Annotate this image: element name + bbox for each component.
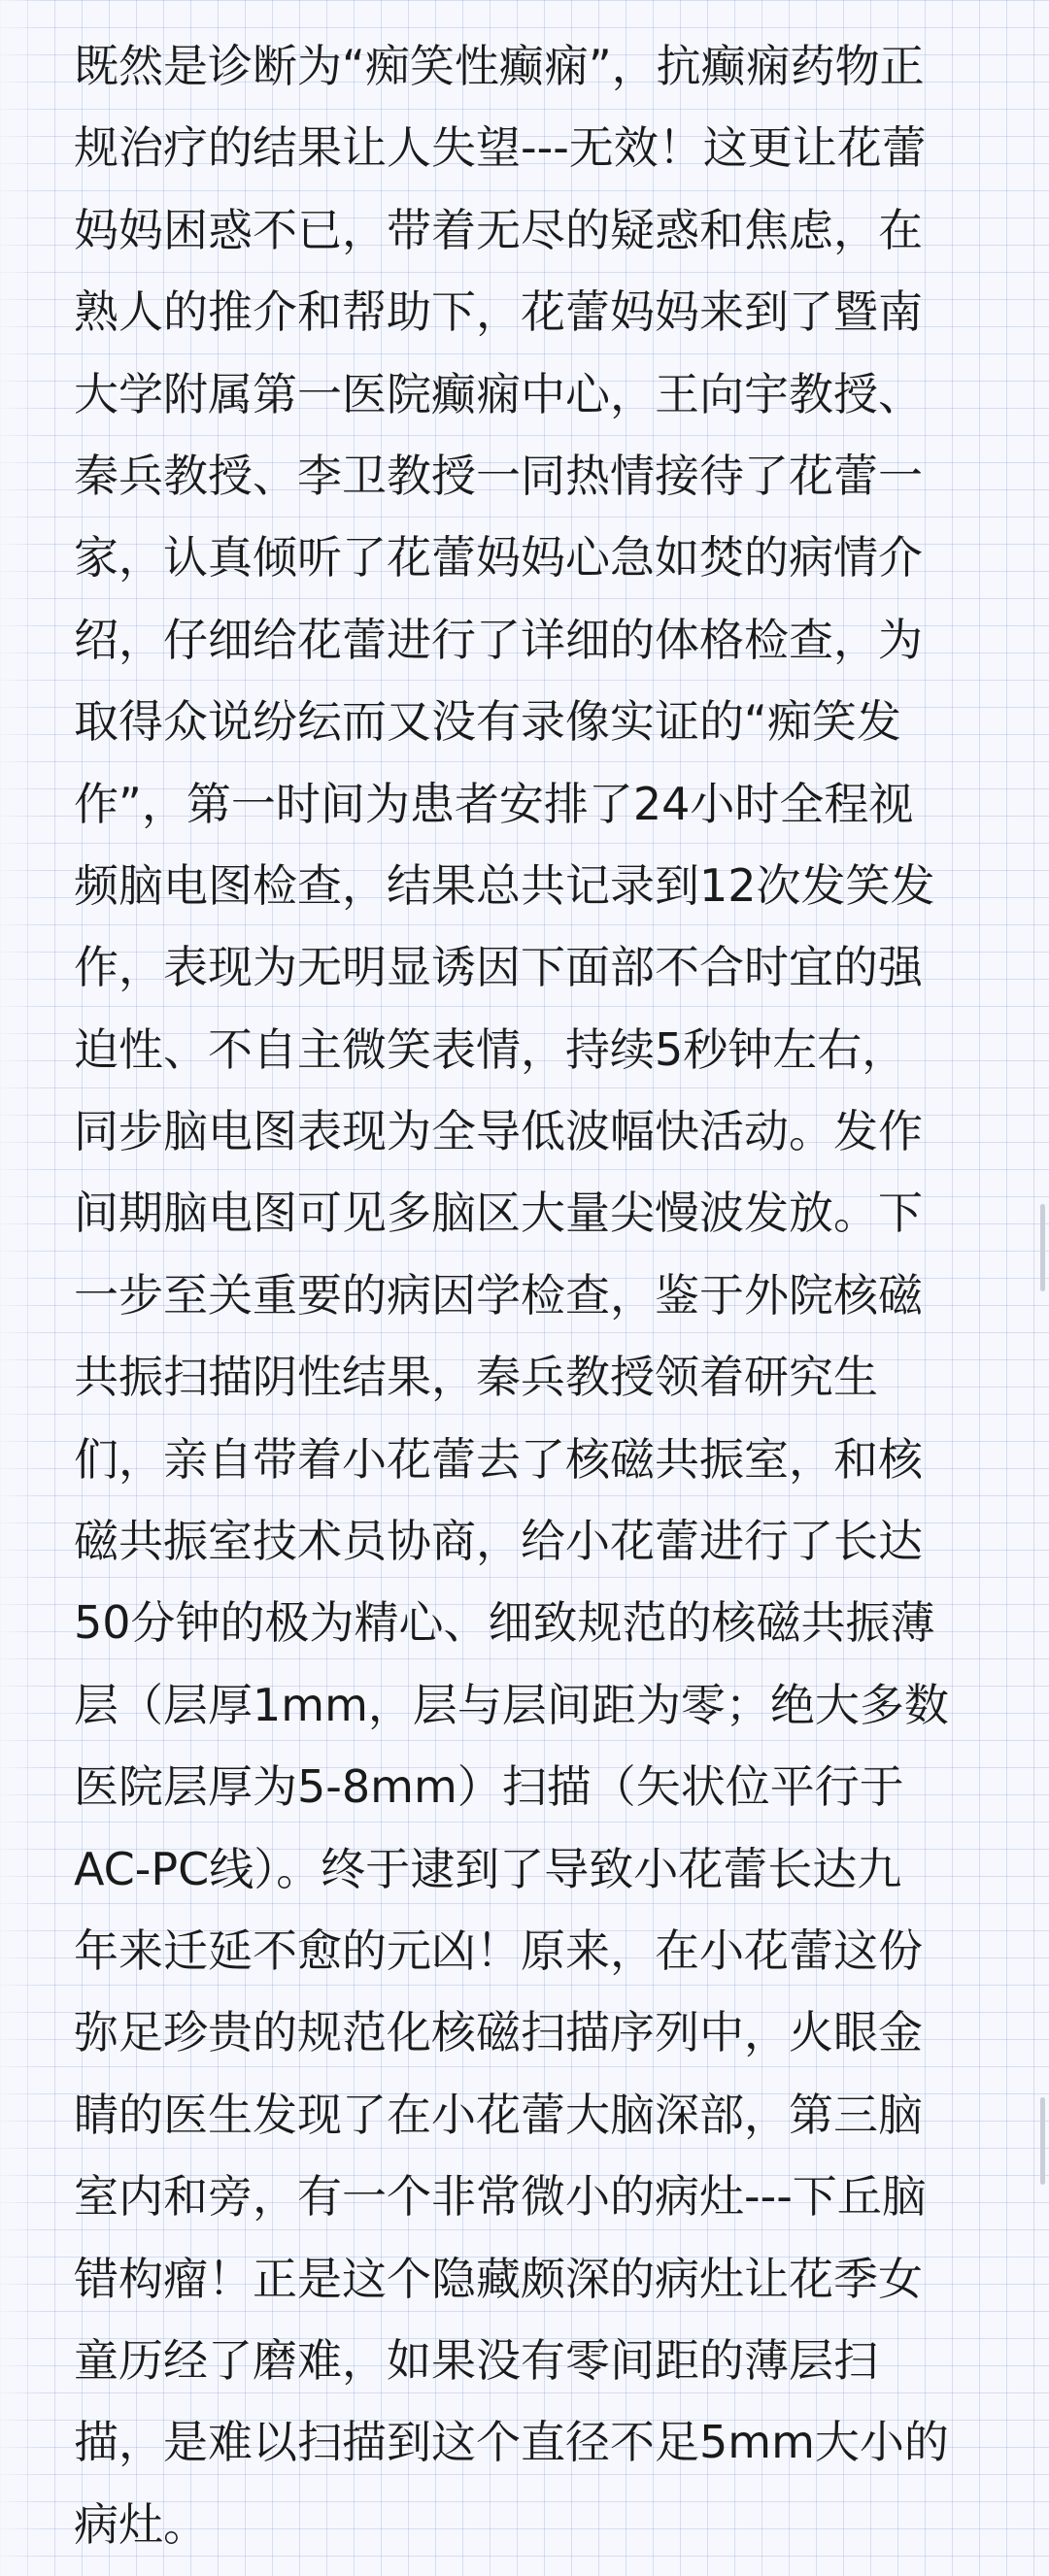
text-line: 秦兵教授、李卫教授一同热情接待了花蕾一	[74, 449, 923, 502]
text-line: 取得众说纷纭而又没有录像实证的“痴笑发	[74, 695, 901, 749]
text-line: 睛的医生发现了在小花蕾大脑深部，第三脑	[74, 2088, 923, 2141]
text-line: 熟人的推介和帮助下，花蕾妈妈来到了暨南	[74, 285, 923, 339]
text-line: AC-PC线）。终于逮到了导致小花蕾长达九	[74, 1842, 902, 1895]
text-line: 间期脑电图可见多脑区大量尖慢波发放。下	[74, 1187, 923, 1240]
scroll-indicator[interactable]	[1040, 2097, 1045, 2185]
text-line: 们，亲自带着小花蕾去了核磁共振室，和核	[74, 1432, 923, 1486]
text-line: 年来迁延不愈的元凶！原来，在小花蕾这份	[74, 1924, 923, 1977]
text-line: 一步至关重要的病因学检查，鉴于外院核磁	[74, 1268, 923, 1321]
text-line: 病灶。	[74, 2497, 208, 2551]
text-line: 作”，第一时间为患者安排了24小时全程视	[74, 777, 914, 830]
text-line: 大学附属第一医院癫痫中心，王向宇教授、	[74, 367, 923, 420]
page-edge-shade	[0, 0, 45, 2576]
text-line: 妈妈困惑不已，带着无尽的疑惑和焦虑，在	[74, 203, 923, 256]
text-line: 规治疗的结果让人失望---无效！这更让花蕾	[74, 121, 927, 175]
text-line: 错构瘤！正是这个隐藏颇深的病灶让花季女	[74, 2252, 923, 2305]
article-body	[74, 25, 977, 2565]
scroll-indicator[interactable]	[1040, 1204, 1045, 1291]
text-line: 频脑电图检查，结果总共记录到12次发笑发	[74, 858, 935, 912]
text-line: 描，是难以扫描到这个直径不足5mm大小的	[74, 2416, 949, 2469]
text-line: 弥足珍贵的规范化核磁扫描序列中，火眼金	[74, 2006, 923, 2059]
text-line: 医院层厚为5-8mm）扫描（矢状位平行于	[74, 1760, 904, 1814]
text-line: 室内和旁，有一个非常微小的病灶---下丘脑	[74, 2170, 927, 2224]
text-line: 作，表现为无明显诱因下面部不合时宜的强	[74, 941, 923, 994]
text-line: 绍，仔细给花蕾进行了详细的体格检查，为	[74, 613, 923, 666]
text-line: 既然是诊断为“痴笑性癫痫”，抗癫痫药物正	[74, 40, 925, 92]
text-line: 磁共振室技术员协商，给小花蕾进行了长达	[74, 1515, 923, 1568]
text-line: 迫性、不自主微笑表情，持续5秒钟左右，	[74, 1022, 907, 1076]
text-line: 共振扫描阴性结果，秦兵教授领着研究生	[74, 1351, 878, 1404]
text-line: 同步脑电图表现为全导低波幅快活动。发作	[74, 1105, 923, 1158]
text-line: 层（层厚1mm，层与层间距为零；绝大多数	[74, 1678, 949, 1731]
text-line: 童历经了磨难，如果没有零间距的薄层扫	[74, 2333, 878, 2387]
text-line: 50分钟的极为精心、细致规范的核磁共振薄	[74, 1596, 935, 1650]
text-line: 家，认真倾听了花蕾妈妈心急如焚的病情介	[74, 531, 923, 585]
